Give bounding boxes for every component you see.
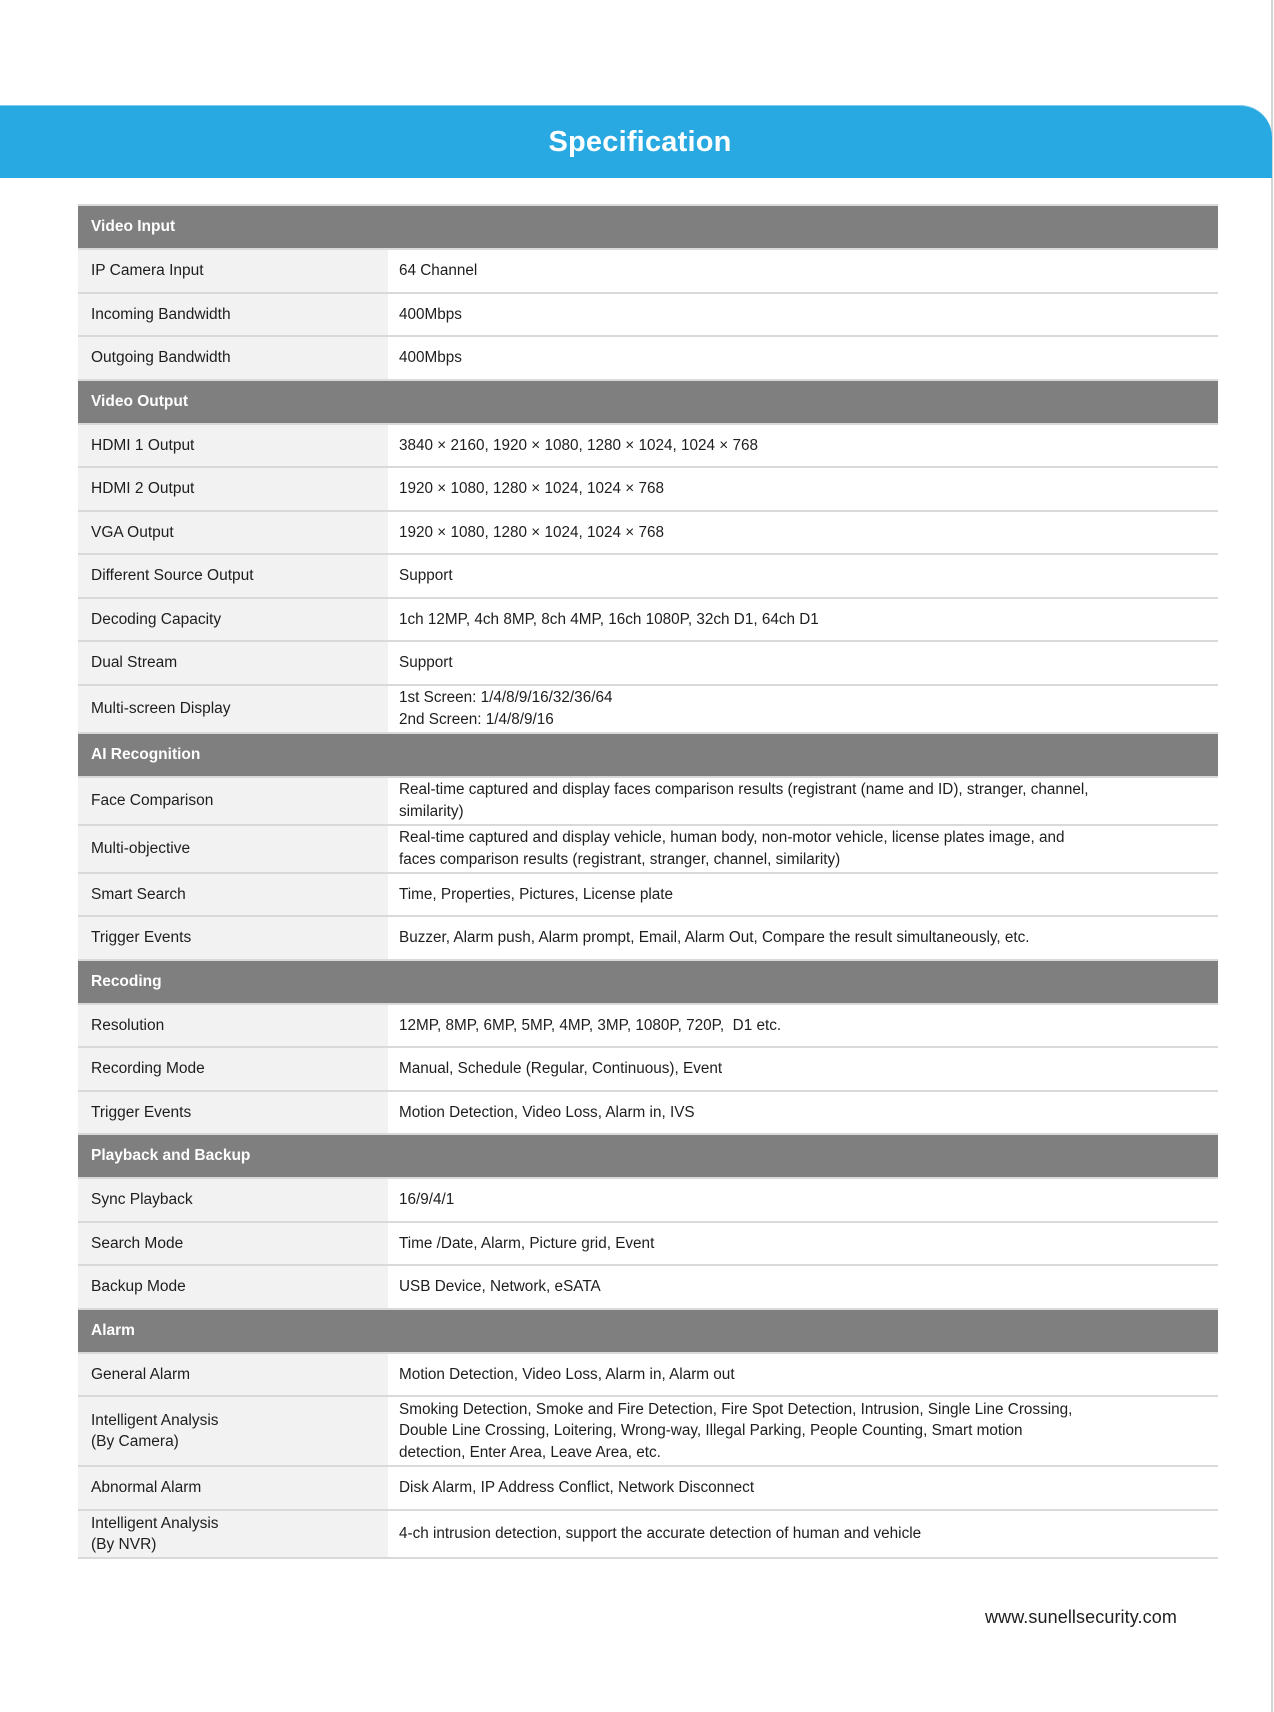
section-title: Playback and Backup	[91, 1147, 251, 1164]
table-row	[78, 640, 1218, 684]
spec-section	[78, 1308, 1218, 1557]
spec-value: Support	[399, 654, 453, 671]
spec-label: Multi-screen Display	[91, 700, 231, 717]
spec-value: faces comparison results (registrant, stranger, channel, similarity)	[399, 850, 841, 868]
spec-value-cell	[388, 826, 1218, 872]
spec-value-cell	[388, 1005, 1218, 1047]
table-bottom-border	[78, 1557, 1218, 1559]
spec-label: Trigger Events	[91, 1103, 192, 1121]
section-header	[78, 1308, 1218, 1352]
spec-label-cell	[78, 826, 388, 872]
spec-value-cell	[388, 874, 1218, 916]
spec-value: Support	[399, 567, 453, 584]
spec-label-cell	[78, 874, 388, 916]
table-row	[78, 1221, 1218, 1265]
spec-value-cell	[388, 917, 1218, 959]
spec-label: HDMI 2 Output	[91, 480, 195, 498]
section-header	[78, 732, 1218, 776]
spec-section	[78, 379, 1218, 732]
section-header	[78, 959, 1218, 1003]
spec-label-cell	[78, 1354, 388, 1396]
spec-label-cell	[78, 1511, 388, 1557]
spec-value-cell	[388, 1511, 1218, 1557]
spec-label-cell	[78, 337, 388, 379]
table-row	[78, 1090, 1218, 1134]
spec-label: (By NVR)	[91, 1535, 157, 1553]
spec-value-cell	[388, 778, 1218, 824]
spec-value: 400Mbps	[399, 305, 462, 323]
spec-label: Multi-objective	[91, 840, 191, 857]
table-row	[78, 915, 1218, 959]
spec-label: VGA Output	[91, 523, 174, 541]
page-edge-line	[1271, 0, 1273, 1712]
table-row	[78, 1177, 1218, 1221]
section-header	[78, 379, 1218, 423]
spec-label: Sync Playback	[91, 1191, 193, 1209]
spec-label-cell	[78, 778, 388, 824]
spec-value-cell	[388, 686, 1218, 732]
spec-label: Backup Mode	[91, 1278, 186, 1296]
spec-label: IP Camera Input	[91, 262, 204, 280]
spec-value: 16/9/4/1	[399, 1191, 455, 1208]
table-row	[78, 1264, 1218, 1308]
table-row	[78, 1352, 1218, 1396]
section-title: Recoding	[91, 972, 162, 990]
spec-label-cell	[78, 917, 388, 959]
spec-value-cell	[388, 1223, 1218, 1265]
spec-value-cell	[388, 250, 1218, 292]
spec-value: 4-ch intrusion detection, support the accurate detection of human and vehicle	[399, 1524, 922, 1542]
table-row	[78, 466, 1218, 510]
spec-value: similarity)	[399, 802, 464, 820]
table-row	[78, 776, 1218, 824]
spec-label-cell	[78, 599, 388, 641]
spec-label-cell	[78, 1223, 388, 1265]
section-header	[78, 204, 1218, 248]
spec-value-cell	[388, 1179, 1218, 1221]
spec-value-cell	[388, 1266, 1218, 1308]
spec-label: Incoming Bandwidth	[91, 305, 231, 323]
spec-section	[78, 959, 1218, 1134]
spec-label: Abnormal Alarm	[91, 1479, 202, 1497]
table-row	[78, 553, 1218, 597]
spec-value: Double Line Crossing, Loitering, Wrong-way, Illegal Parking, People Counting, Smart motion	[399, 1422, 1023, 1440]
spec-label-cell	[78, 1397, 388, 1465]
spec-value-cell	[388, 642, 1218, 684]
spec-label: Dual Stream	[91, 654, 178, 672]
spec-value: Buzzer, Alarm push, Alarm prompt, Email, Alarm Out, Compare the result simultaneously, etc.	[399, 929, 1030, 946]
table-row	[78, 597, 1218, 641]
spec-value: detection, Enter Area, Leave Area, etc.	[399, 1443, 661, 1461]
title-banner	[0, 105, 1272, 178]
table-row	[78, 684, 1218, 732]
spec-value: 1ch 12MP, 4ch 8MP, 8ch 4MP, 16ch 1080P, 32ch D1, 64ch D1	[399, 610, 819, 628]
spec-label: Intelligent Analysis	[91, 1412, 219, 1429]
spec-label-cell	[78, 1467, 388, 1509]
spec-value: Smoking Detection, Smoke and Fire Detection, Fire Spot Detection, Intrusion, Single Line Crossing,	[399, 1400, 1073, 1418]
spec-value: 1920 × 1080, 1280 × 1024, 1024 × 768	[399, 523, 664, 541]
spec-value-cell	[388, 468, 1218, 510]
spec-label-cell	[78, 642, 388, 684]
spec-label: Decoding Capacity	[91, 610, 222, 628]
table-row	[78, 872, 1218, 916]
spec-value-cell	[388, 1048, 1218, 1090]
spec-value-cell	[388, 555, 1218, 597]
table-row	[78, 1395, 1218, 1465]
table-row	[78, 292, 1218, 336]
spec-label: Face Comparison	[91, 792, 214, 809]
spec-value: USB Device, Network, eSATA	[399, 1278, 601, 1295]
spec-value-cell	[388, 1397, 1218, 1465]
spec-value: 3840 × 2160, 1920 × 1080, 1280 × 1024, 1024 × 768	[399, 436, 758, 454]
spec-label-cell	[78, 250, 388, 292]
spec-value-cell	[388, 1354, 1218, 1396]
spec-value: 12MP, 8MP, 6MP, 5MP, 4MP, 3MP, 1080P, 720P, D1 etc.	[399, 1016, 782, 1034]
spec-label-cell	[78, 1092, 388, 1134]
spec-label: General Alarm	[91, 1365, 191, 1383]
spec-value-cell	[388, 425, 1218, 467]
spec-label-cell	[78, 1048, 388, 1090]
spec-value-cell	[388, 512, 1218, 554]
spec-label: Smart Search	[91, 885, 186, 903]
spec-value: Real-time captured and display vehicle, human body, non-motor vehicle, license plates image, and	[399, 829, 1065, 846]
spec-value: Motion Detection, Video Loss, Alarm in, IVS	[399, 1103, 695, 1121]
spec-label-cell	[78, 425, 388, 467]
table-row	[78, 248, 1218, 292]
spec-label-cell	[78, 555, 388, 597]
spec-value: Motion Detection, Video Loss, Alarm in, Alarm out	[399, 1365, 735, 1383]
spec-value-cell	[388, 294, 1218, 336]
spec-section	[78, 732, 1218, 959]
spec-label-cell	[78, 1179, 388, 1221]
table-row	[78, 423, 1218, 467]
spec-value: Time, Properties, Pictures, License plate	[399, 885, 674, 903]
table-row	[78, 824, 1218, 872]
spec-label: (By Camera)	[91, 1433, 179, 1450]
spec-label: Outgoing Bandwidth	[91, 349, 231, 367]
spec-label-cell	[78, 1266, 388, 1308]
spec-label: HDMI 1 Output	[91, 436, 195, 454]
spec-value: Manual, Schedule (Regular, Continuous), Event	[399, 1060, 723, 1077]
table-row	[78, 335, 1218, 379]
spec-value: 1st Screen: 1/4/8/9/16/32/36/64	[399, 689, 613, 706]
spec-section	[78, 1133, 1218, 1308]
spec-table	[78, 204, 1218, 1559]
spec-value-cell	[388, 599, 1218, 641]
spec-value: Real-time captured and display faces comparison results (registrant (name and ID), stranger, channel,	[399, 781, 1089, 798]
spec-label-cell	[78, 1005, 388, 1047]
spec-label: Search Mode	[91, 1234, 184, 1252]
spec-label-cell	[78, 294, 388, 336]
table-row	[78, 1465, 1218, 1509]
spec-section	[78, 204, 1218, 379]
table-row	[78, 510, 1218, 554]
spec-label: Recording Mode	[91, 1060, 205, 1078]
section-title: AI Recognition	[91, 745, 201, 763]
spec-label: Trigger Events	[91, 929, 192, 947]
table-row	[78, 1003, 1218, 1047]
spec-label: Resolution	[91, 1016, 165, 1034]
spec-value: 1920 × 1080, 1280 × 1024, 1024 × 768	[399, 480, 664, 497]
spec-value: Time /Date, Alarm, Picture grid, Event	[399, 1234, 655, 1252]
section-title: Video Output	[91, 392, 189, 410]
section-title: Alarm	[91, 1321, 135, 1339]
section-header	[78, 1133, 1218, 1177]
table-row	[78, 1046, 1218, 1090]
spec-label: Different Source Output	[91, 567, 254, 585]
spec-label-cell	[78, 512, 388, 554]
spec-value: 2nd Screen: 1/4/8/9/16	[399, 710, 554, 728]
table-row	[78, 1509, 1218, 1557]
spec-value-cell	[388, 337, 1218, 379]
spec-label-cell	[78, 686, 388, 732]
spec-value-cell	[388, 1467, 1218, 1509]
page-title: Specification	[548, 125, 732, 158]
footer-website[interactable]: www.sunellsecurity.com	[985, 1607, 1177, 1627]
spec-label-cell	[78, 468, 388, 510]
spec-label: Intelligent Analysis	[91, 1514, 219, 1532]
spec-value: Disk Alarm, IP Address Conflict, Network Disconnect	[399, 1479, 755, 1496]
section-title: Video Input	[91, 218, 176, 235]
spec-value: 400Mbps	[399, 349, 462, 366]
spec-value: 64 Channel	[399, 262, 478, 279]
spec-value-cell	[388, 1092, 1218, 1134]
